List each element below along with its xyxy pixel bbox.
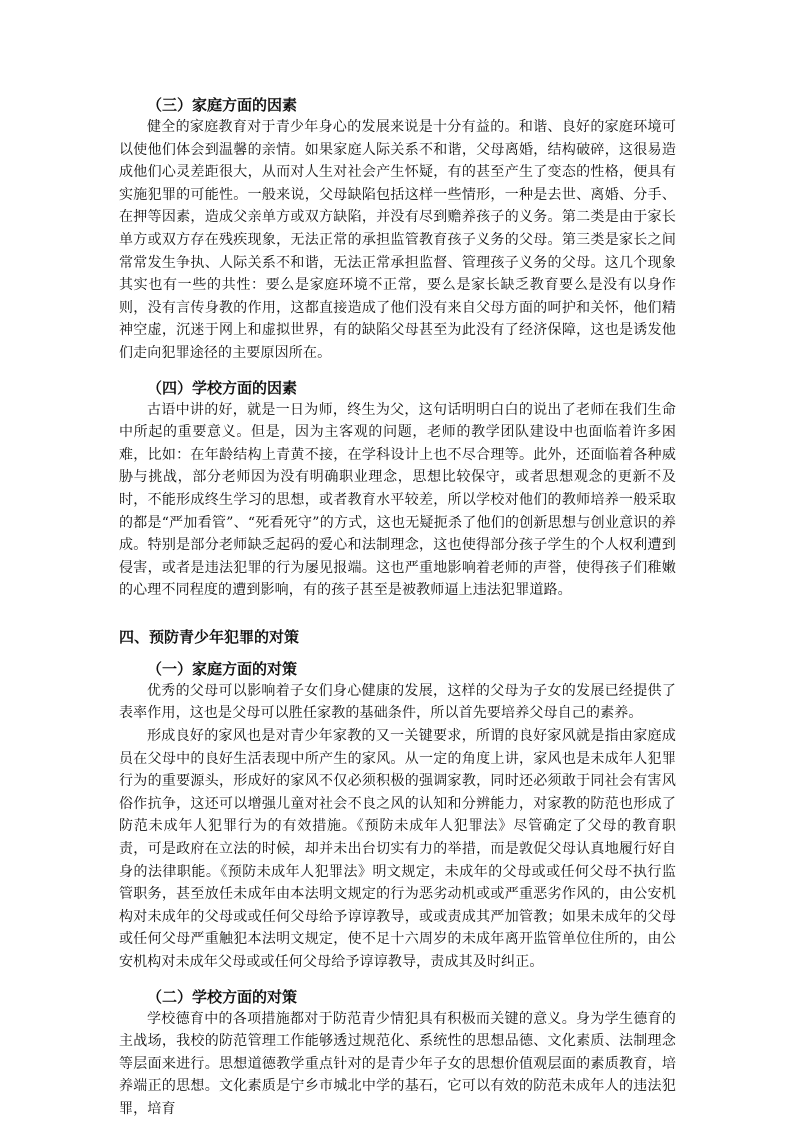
heading-countermeasures: 四、预防青少年犯罪的对策 <box>119 627 300 646</box>
paragraph-family-countermeasures-2: 形成良好的家风也是对青少年家教的又一关键要求，所谓的良好家风就是指由家庭成员在父母中的良好生活表现中所产生的家风。从一定的角度上讲，家风也是未成年人犯罪行为的重要源头，形成好的家风不仅必须积极的强调家教，同时还必须敢于同社会有害风俗作抗争，这还可以增强儿童对社会不良之风的认知和分辨能力，对家教的防范也形成了防范未成年人犯罪行为的有效措施。《预防未成年人犯罪法》尽管确定了父母的教育职责，可是政府在立法的时候，却并未出台切实有力的举措，而是敦促父母认真地履行好自身的法律职能。《预防未成年人犯罪法》明文规定，未成年的父母或或任何父母不执行监管职务，甚至放任未成年由本法明文规定的行为恶劣动机或或严重恶劣作风的，由公安机构对未成年的父母或或任何父母给予谆谆教导，或或责成其严加管教；如果未成年的父母或任何父母严重触犯本法明文规定，使不足十六周岁的未成年离开监管单位住所的，由公安机构对未成年父母或或任何父母给予谆谆教导，责成其及时纠正。 <box>119 728 676 970</box>
heading-school-countermeasures: （二）学校方面的对策 <box>147 987 298 1006</box>
paragraph-family-factors: 健全的家庭教育对于青少年身心的发展来说是十分有益的。和谐、良好的家庭环境可以使他们体会到温馨的亲情。如果家庭人际关系不和谐，父母离婚，结构破碎，这很易造成他们心灵差距很大，从而对人生对社会产生怀疑，有的甚至产生了变态的性格，便具有实施犯罪的可能性。一般来说，父母缺陷包括这样一些情形，一种是去世、离婚、分手、在押等因素，造成父亲单方或双方缺陷，并没有尽到赡养孩子的义务。第二类是由于家长单方或双方存在残疾现象，无法正常的承担监管教育孩子义务的父母。第三类是家长之间常常发生争执、人际关系不和谐，无法正常承担监督、管理孩子义务的父母。这几个现象其实也有一些的共性：要么是家庭环境不正常，要么是家长缺乏教育要么是没有以身作则，没有言传身教的作用，这都直接造成了他们没有来自父母方面的呵护和关怀，他们精神空虚，沉迷于网上和虚拟世界，有的缺陷父母甚至为此没有了经济保障，这也是诱发他们走向犯罪途径的主要原因所在。 <box>119 119 676 361</box>
heading-family-factors: （三）家庭方面的因素 <box>147 96 298 114</box>
heading-school-factors: （四）学校方面的因素 <box>147 378 298 397</box>
paragraph-school-factors: 古语中讲的好，就是一日为师，终生为父，这句话明明白白的说出了老师在我们生命中所起的重要意义。但是，因为主客观的问题，老师的教学团队建设中也面临着许多困难，比如：在年龄结构上青黄不接，在学科设计上也不尽合理等。此外，还面临着各种威胁与挑战，部分老师因为没有明确职业理念，思想比较保守，或者思想观念的更新不及时，不能形成终生学习的思想，或者教育水平较差，所以学校对他们的教师培养一般采取的都是“严加看管”、“死看死守”的方式，这也无疑扼杀了他们的创新思想与创业意识的养成。特别是部分老师缺乏起码的爱心和法制理念，这也使得部分孩子学生的个人权利遭到侵害，或者是违法犯罪的行为屡见报端。这也严重地影响着老师的声誉，使得孩子们稚嫩的心理不同程度的遭到影响，有的孩子甚至是被教师逼上违法犯罪道路。 <box>119 401 676 599</box>
document-body <box>119 94 676 1121</box>
paragraph-family-countermeasures-1: 优秀的父母可以影响着子女们身心健康的发展，这样的父母为子女的发展已经提供了表率作用，这也是父母可以胜任家教的基础条件，所以首先要培养父母自己的素养。 <box>119 682 676 722</box>
heading-family-countermeasures: （一）家庭方面的对策 <box>147 659 298 678</box>
paragraph-school-countermeasures: 学校德育中的各项措施都对于防范青少情犯具有积极而关键的意义。身为学生德育的主战场，我校的防范管理工作能够透过规范化、系统性的思想品德、文化素质、法制理念等层面来进行。思想道德教学重点针对的是青少年子女的思想价值观层面的素质教育，培养端正的思想。文化素质是宁乡市城北中学的基石，它可以有效的防范未成年人的违法犯罪，培育 <box>119 1010 676 1117</box>
